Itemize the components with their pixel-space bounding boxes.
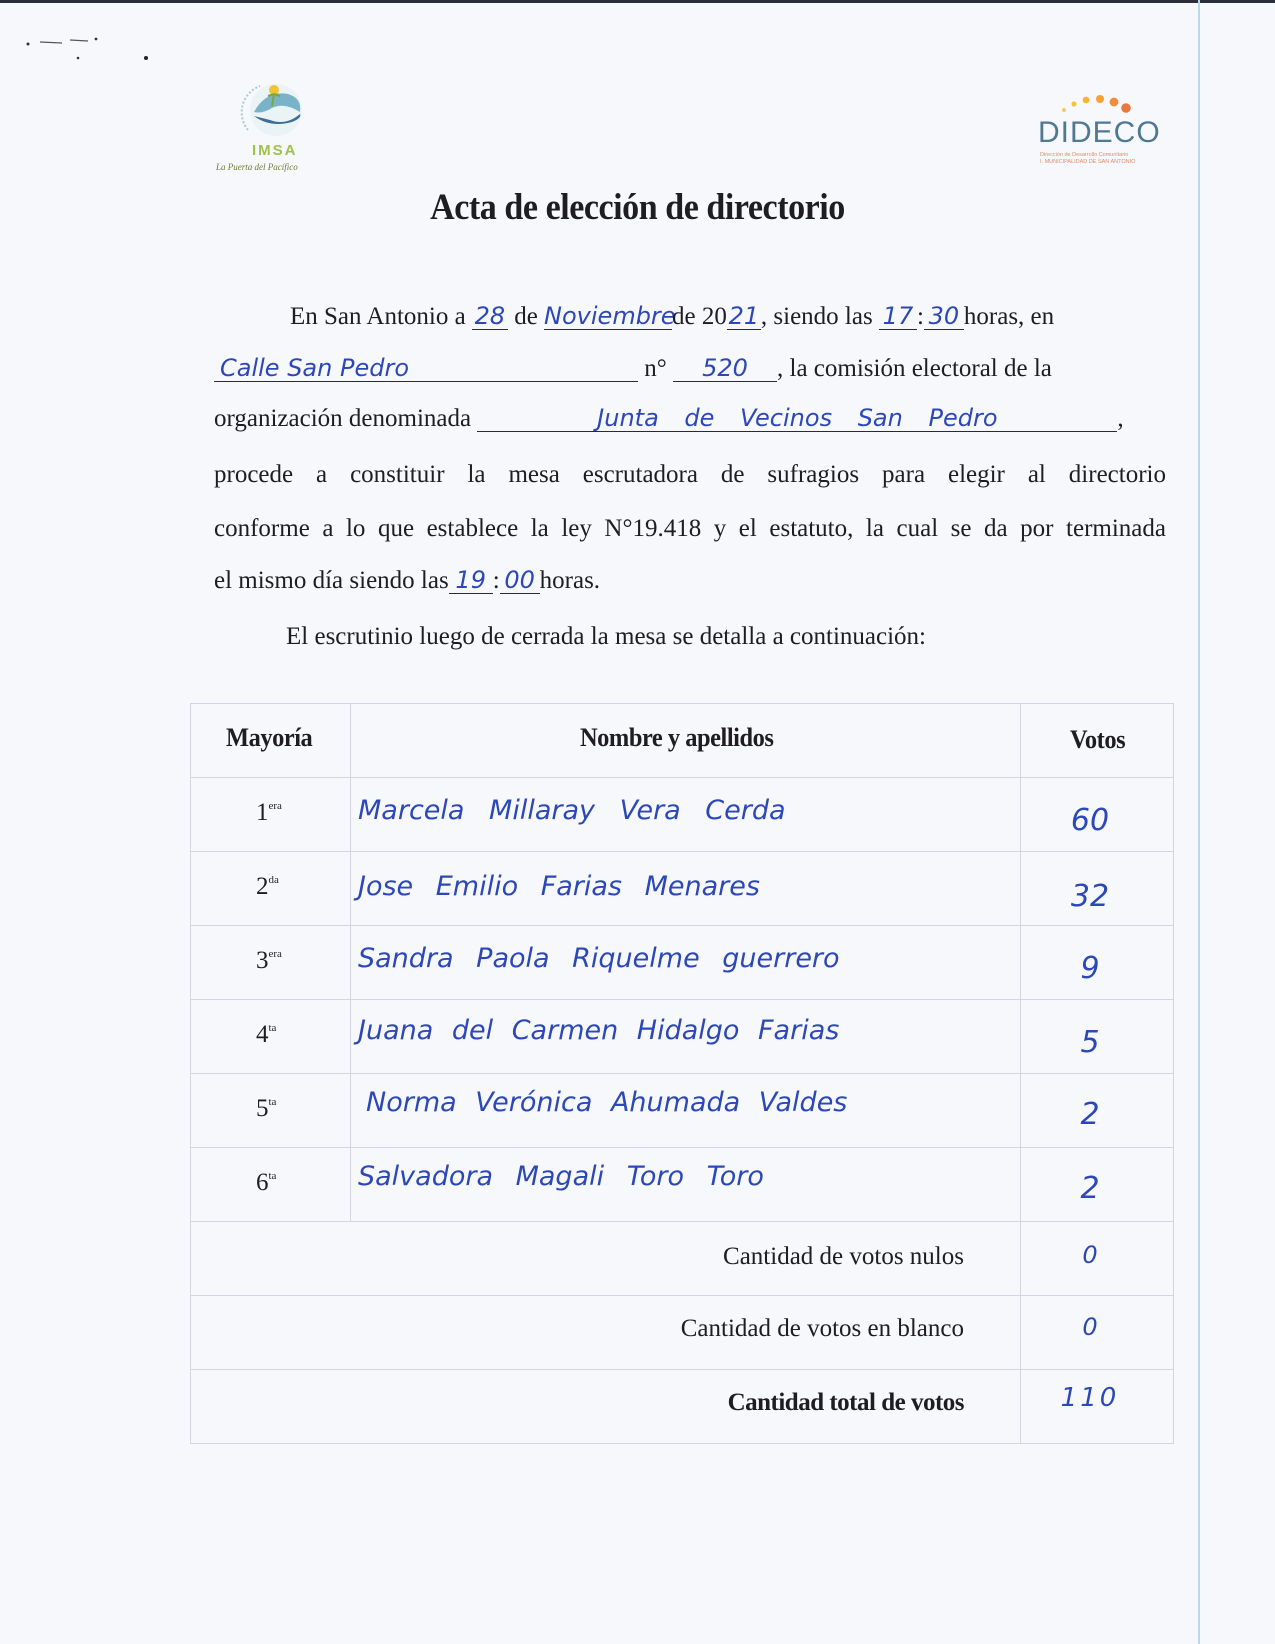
rank-suffix: ta <box>268 1170 277 1182</box>
paragraph-line-1 <box>290 302 1054 332</box>
table-rule <box>190 1443 1174 1444</box>
imsa-emblem-icon <box>214 76 344 146</box>
paragraph-line-6 <box>214 566 600 596</box>
table-rule <box>190 1295 1174 1296</box>
candidate-name-3[interactable]: Sandra Paola Riquelme guerrero <box>358 943 840 974</box>
candidate-name-5[interactable]: Norma Verónica Ahumada Valdes <box>366 1087 848 1118</box>
street-number-field[interactable]: 520 <box>673 355 777 382</box>
rank-suffix: ta <box>268 1096 277 1108</box>
rank-2 <box>256 873 279 901</box>
table-rule <box>190 1147 1174 1148</box>
end-hour-field[interactable]: 19 <box>449 567 493 594</box>
table-rule <box>190 777 1174 778</box>
table-rule <box>190 1369 1174 1370</box>
candidate-votes-1[interactable]: 60 <box>1070 803 1110 838</box>
scan-top-edge <box>0 0 1275 3</box>
rank-suffix: da <box>268 874 279 886</box>
dideco-wordmark: DIDECO <box>1038 116 1161 149</box>
text-fragment: : <box>492 567 500 594</box>
document-title: Acta de elección de directorio <box>430 187 845 228</box>
paragraph-line-4: procede a constituir la mesa escrutadora de sufragios para elegir al directorio <box>214 461 1166 488</box>
rank-1 <box>256 799 282 827</box>
rank-number: 5 <box>256 1095 269 1122</box>
total-votes-label: Cantidad total de votos <box>727 1389 964 1416</box>
candidate-name-4[interactable]: Juana del Carmen Hidalgo Farias <box>358 1015 840 1046</box>
day-field[interactable]: 28 <box>472 303 508 330</box>
text-fragment: En San Antonio a <box>290 303 466 330</box>
paragraph-line-2 <box>214 354 1052 384</box>
text-fragment: : <box>916 303 924 330</box>
dideco-subtitle: Dirección de Desarrollo Comunitario <box>1040 152 1129 158</box>
rank-suffix: ta <box>268 1022 277 1034</box>
table-rule <box>190 925 1174 926</box>
organization-name-field[interactable]: Junta de Vecinos San Pedro <box>477 405 1117 432</box>
text-fragment: , la comisión electoral de la <box>777 355 1052 382</box>
text-fragment: n° <box>644 355 667 382</box>
table-rule <box>350 703 351 1221</box>
year-field[interactable]: 21 <box>728 302 760 330</box>
text-fragment: , <box>1117 405 1124 432</box>
table-rule <box>190 1221 1174 1222</box>
total-votes-value[interactable]: 110 <box>1060 1383 1120 1413</box>
dideco-dots-icon <box>1030 88 1170 118</box>
start-minute-field[interactable]: 30 <box>924 303 964 330</box>
header-name: Nombre y apellidos <box>580 723 774 752</box>
imsa-logo <box>214 76 344 180</box>
start-hour-field[interactable]: 17 <box>879 303 917 330</box>
month-field[interactable]: Noviembre <box>544 302 676 330</box>
text-fragment: horas, en <box>963 303 1055 330</box>
header-rank: Mayoría <box>226 723 313 752</box>
rank-number: 4 <box>256 1021 269 1048</box>
dideco-logo <box>1030 88 1170 172</box>
text-fragment: , siendo las <box>760 303 873 330</box>
table-rule <box>190 1073 1174 1074</box>
end-minute-field[interactable]: 00 <box>500 567 540 594</box>
rank-5 <box>256 1095 276 1123</box>
table-rule <box>190 999 1174 1000</box>
candidate-votes-4[interactable]: 5 <box>1080 1025 1100 1060</box>
table-rule <box>190 703 191 1443</box>
candidate-votes-2[interactable]: 32 <box>1070 879 1110 914</box>
candidate-name-6[interactable]: Salvadora Magali Toro Toro <box>358 1161 764 1192</box>
rank-number: 6 <box>256 1169 269 1196</box>
scan-specks <box>22 36 162 76</box>
null-votes-label: Cantidad de votos nulos <box>723 1243 964 1270</box>
results-table <box>190 703 1174 1467</box>
blank-votes-value[interactable]: 0 <box>1082 1313 1098 1341</box>
rank-6 <box>256 1169 276 1197</box>
candidate-name-2[interactable]: Jose Emilio Farias Menares <box>358 871 760 902</box>
rank-number: 1 <box>256 799 269 826</box>
dideco-municipality: I. MUNICIPALIDAD DE SAN ANTONIO <box>1040 159 1136 165</box>
scan-right-edge <box>1198 0 1200 1644</box>
table-rule <box>190 703 1174 704</box>
candidate-votes-5[interactable]: 2 <box>1080 1097 1100 1132</box>
rank-3 <box>256 947 282 975</box>
rank-4 <box>256 1021 276 1049</box>
text-fragment: de <box>514 303 538 330</box>
table-rule <box>1173 703 1174 1443</box>
rank-suffix: era <box>268 800 282 812</box>
imsa-logo-text: IMSA <box>252 142 298 159</box>
candidate-votes-3[interactable]: 9 <box>1080 951 1100 986</box>
candidate-votes-6[interactable]: 2 <box>1080 1171 1100 1206</box>
paragraph-line-5: conforme a lo que establece la ley N°19.418 y el estatuto, la cual se da por terminada <box>214 515 1166 542</box>
text-fragment: el mismo día siendo las <box>214 567 449 594</box>
table-rule <box>190 851 1174 852</box>
imsa-slogan: La Puerta del Pacífico <box>216 162 298 172</box>
null-votes-value[interactable]: 0 <box>1082 1241 1098 1269</box>
street-field[interactable]: Calle San Pedro <box>214 355 638 382</box>
blank-votes-label: Cantidad de votos en blanco <box>680 1315 964 1342</box>
rank-number: 2 <box>256 873 269 900</box>
candidate-name-1[interactable]: Marcela Millaray Vera Cerda <box>358 795 786 826</box>
rank-suffix: era <box>268 948 282 960</box>
header-votes: Votos <box>1070 725 1126 754</box>
text-fragment: de 20 <box>672 303 727 330</box>
table-rule <box>1020 703 1021 1443</box>
rank-number: 3 <box>256 947 269 974</box>
text-fragment: horas. <box>539 567 601 594</box>
scrutiny-intro: El escrutinio luego de cerrada la mesa se detalla a continuación: <box>286 623 927 650</box>
paragraph-line-3 <box>214 404 1124 434</box>
text-fragment: organización denominada <box>214 405 472 432</box>
